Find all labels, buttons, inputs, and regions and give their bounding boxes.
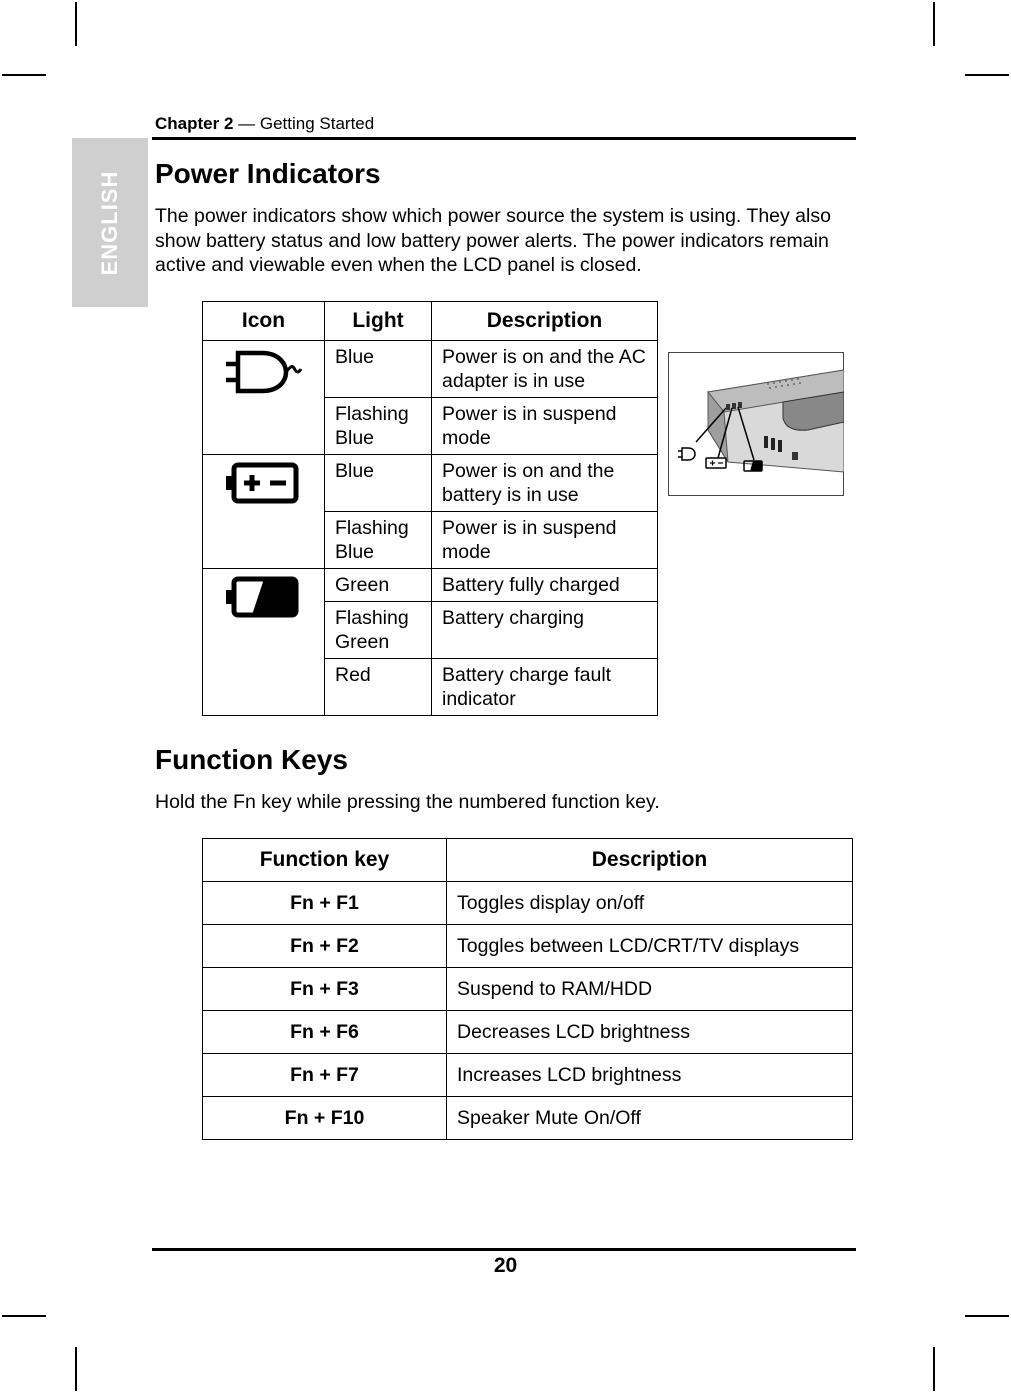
description-cell: Speaker Mute On/Off bbox=[447, 1097, 853, 1140]
description-cell: Battery fully charged bbox=[432, 569, 658, 602]
chapter-title: — Getting Started bbox=[233, 114, 375, 133]
crop-mark bbox=[75, 1347, 77, 1391]
table-row bbox=[203, 341, 658, 398]
laptop-indicator-photo bbox=[668, 352, 844, 496]
battery-plus-minus-icon bbox=[224, 461, 304, 507]
header-rule bbox=[152, 137, 856, 140]
crop-mark bbox=[933, 2, 935, 46]
table-row bbox=[203, 1097, 853, 1140]
crop-mark bbox=[933, 1347, 935, 1391]
table-row bbox=[203, 968, 853, 1011]
description-cell: Power is on and the AC adapter is in use bbox=[432, 341, 658, 398]
table-row bbox=[203, 1054, 853, 1097]
description-cell: Toggles between LCD/CRT/TV displays bbox=[447, 925, 853, 968]
crop-mark bbox=[75, 2, 77, 46]
table-row bbox=[203, 925, 853, 968]
function-keys-table bbox=[202, 838, 853, 1140]
power-indicators-table bbox=[202, 301, 658, 716]
light-cell: Red bbox=[325, 659, 432, 716]
function-key-cell: Fn + F6 bbox=[203, 1011, 447, 1054]
crop-mark bbox=[2, 74, 46, 76]
description-cell: Battery charging bbox=[432, 602, 658, 659]
footer-rule bbox=[152, 1248, 856, 1251]
language-side-tab bbox=[72, 138, 148, 307]
table-header-row bbox=[203, 839, 853, 882]
function-keys-heading: Function Keys bbox=[155, 744, 348, 775]
function-key-cell: Fn + F10 bbox=[203, 1097, 447, 1140]
crop-mark bbox=[965, 74, 1009, 76]
light-cell: Blue bbox=[325, 455, 432, 512]
language-label: ENGLISH bbox=[97, 170, 122, 275]
col-header-function-key: Function key bbox=[203, 839, 447, 882]
table-row bbox=[203, 882, 853, 925]
ac-adapter-plug-icon bbox=[224, 347, 304, 399]
icon-cell bbox=[203, 341, 325, 455]
chapter-number: Chapter 2 bbox=[155, 114, 234, 133]
description-cell: Power is in suspend mode bbox=[432, 512, 658, 569]
table-row bbox=[203, 569, 658, 602]
crop-mark bbox=[2, 1315, 46, 1317]
table-header-row bbox=[203, 302, 658, 341]
battery-charge-icon bbox=[224, 575, 304, 621]
icon-cell bbox=[203, 455, 325, 569]
description-cell: Toggles display on/off bbox=[447, 882, 853, 925]
description-cell: Battery charge fault indicator bbox=[432, 659, 658, 716]
icon-cell bbox=[203, 569, 325, 716]
description-cell: Increases LCD brightness bbox=[447, 1054, 853, 1097]
light-cell: Blue bbox=[325, 341, 432, 398]
description-cell: Suspend to RAM/HDD bbox=[447, 968, 853, 1011]
crop-mark bbox=[965, 1315, 1009, 1317]
light-cell: Green bbox=[325, 569, 432, 602]
power-indicators-intro: The power indicators show which power source the system is using. They also show battery status and low battery power alerts. The power indicators remain active and viewable even when the LCD panel is closed. bbox=[155, 205, 831, 276]
light-cell: Flashing Blue bbox=[325, 512, 432, 569]
col-header-light: Light bbox=[325, 302, 432, 341]
chapter-header bbox=[155, 114, 374, 134]
col-header-description: Description bbox=[447, 839, 853, 882]
description-cell: Decreases LCD brightness bbox=[447, 1011, 853, 1054]
power-indicators-heading: Power Indicators bbox=[155, 158, 381, 189]
page-number: 20 bbox=[493, 1254, 518, 1277]
function-key-cell: Fn + F7 bbox=[203, 1054, 447, 1097]
description-cell: Power is in suspend mode bbox=[432, 398, 658, 455]
function-keys-intro: Hold the Fn key while pressing the numbered function key. bbox=[155, 791, 660, 813]
col-header-icon: Icon bbox=[203, 302, 325, 341]
light-cell: Flashing Blue bbox=[325, 398, 432, 455]
description-cell: Power is on and the battery is in use bbox=[432, 455, 658, 512]
table-row bbox=[203, 455, 658, 512]
function-key-cell: Fn + F3 bbox=[203, 968, 447, 1011]
table-row bbox=[203, 1011, 853, 1054]
function-key-cell: Fn + F2 bbox=[203, 925, 447, 968]
function-key-cell: Fn + F1 bbox=[203, 882, 447, 925]
light-cell: Flashing Green bbox=[325, 602, 432, 659]
col-header-description: Description bbox=[432, 302, 658, 341]
